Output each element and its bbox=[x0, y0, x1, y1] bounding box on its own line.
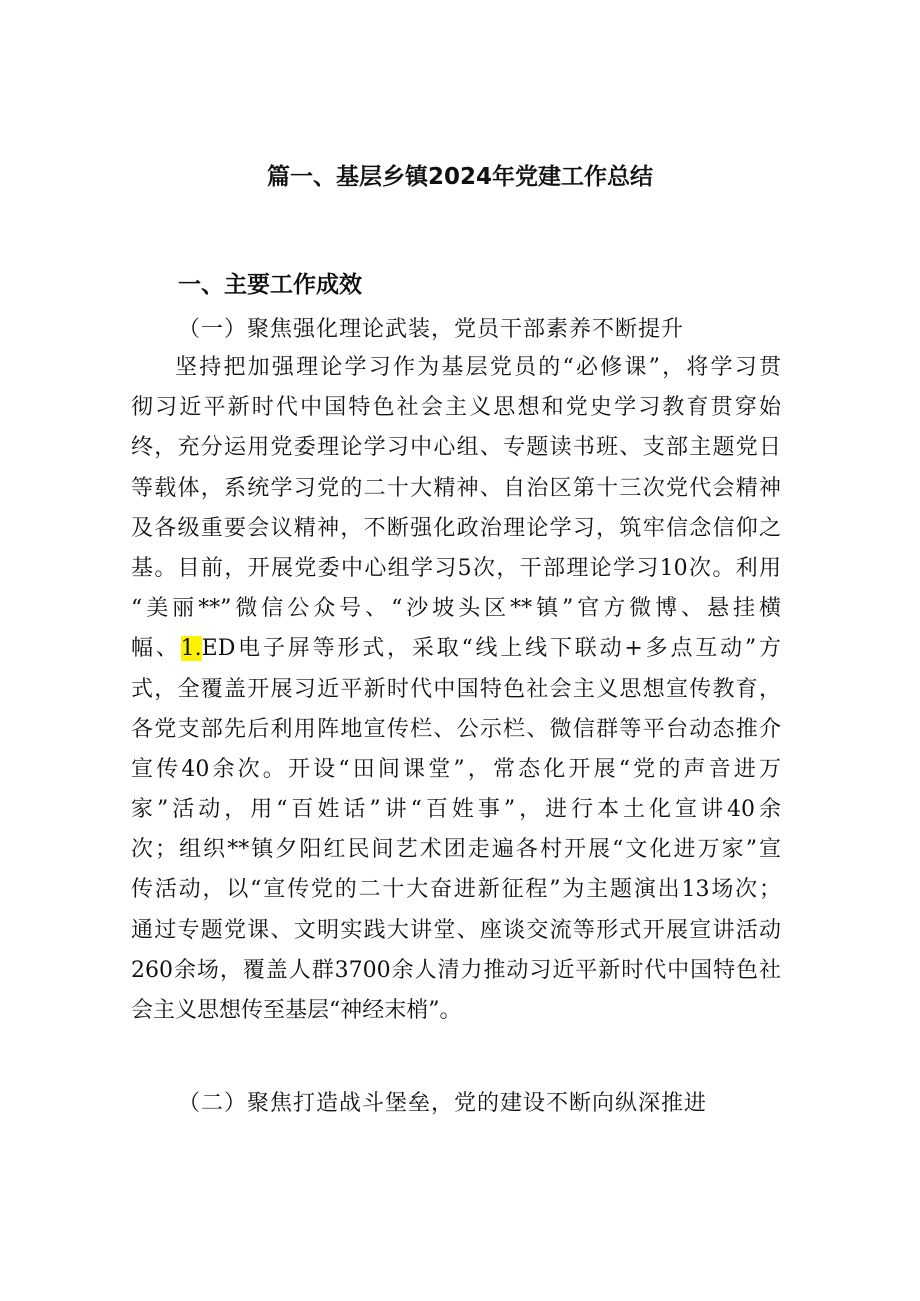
document-title: 篇一、基层乡镇2024年党建工作总结 bbox=[266, 164, 653, 190]
paragraph-line: 式，全覆盖开展习近平新时代中国特色社会主义思想宣传教育， bbox=[131, 676, 781, 702]
paragraph-line: 会主义思想传至基层“神经末梢”。 bbox=[131, 998, 462, 1023]
paragraph-line: 终，充分运用党委理论学习中心组、专题读书班、支部主题党日 bbox=[131, 435, 781, 461]
paragraph-line: 坚持把加强理论学习作为基层党员的“必修课”，将学习贯 bbox=[175, 355, 781, 380]
line-suffix: ED电子屏等形式，采取“线上线下联动+多点互动”方 bbox=[201, 636, 781, 662]
paragraph-line-highlighted bbox=[131, 629, 781, 669]
paragraph-line: 次；组织**镇夕阳红民间艺术团走遍各村开展“文化进万家”宣 bbox=[131, 837, 781, 863]
paragraph-line: 基。目前，开展党委中心组学习5次，干部理论学习10次。利用 bbox=[131, 555, 781, 581]
paragraph bbox=[131, 348, 781, 1031]
paragraph-line: 通过专题党课、文明实践大讲堂、座谈交流等形式开展宣讲活动 bbox=[131, 917, 781, 943]
paragraph-line: 等载体，系统学习党的二十大精神、自治区第十三次党代会精神 bbox=[131, 475, 781, 501]
paragraph-line: 宣传40余次。开设“田间课堂”，常态化开展“党的声音进万 bbox=[131, 756, 781, 782]
highlighted-text: 1. bbox=[180, 636, 202, 662]
paragraph-line: 各党支部先后利用阵地宣传栏、公示栏、微信群等平台动态推介 bbox=[131, 716, 781, 742]
paragraph-line: “美丽**”微信公众号、“沙坡头区**镇”官方微博、悬挂横 bbox=[131, 596, 781, 622]
line-prefix: 幅、 bbox=[131, 636, 181, 662]
paragraph-line: 家”活动，用“百姓话”讲“百姓事”，进行本土化宣讲40余 bbox=[131, 797, 781, 823]
section-heading: 一、主要工作成效 bbox=[178, 272, 362, 298]
paragraph-line: 及各级重要会议精神，不断强化政治理论学习，筑牢信念信仰之 bbox=[131, 515, 781, 541]
subheading-1: （一）聚焦强化理论武装，党员干部素养不断提升 bbox=[178, 317, 685, 342]
paragraph-line: 260余场，覆盖人群3700余人清力推动习近平新时代中国特色社 bbox=[131, 957, 781, 983]
paragraph-line: 彻习近平新时代中国特色社会主义思想和党史学习教育贯穿始 bbox=[131, 395, 781, 421]
paragraph-line: 传活动，以“宣传党的二十大奋进新征程”为主题演出13场次； bbox=[131, 877, 781, 903]
subheading-2: （二）聚焦打造战斗堡垒，党的建设不断向纵深推进 bbox=[178, 1091, 708, 1116]
